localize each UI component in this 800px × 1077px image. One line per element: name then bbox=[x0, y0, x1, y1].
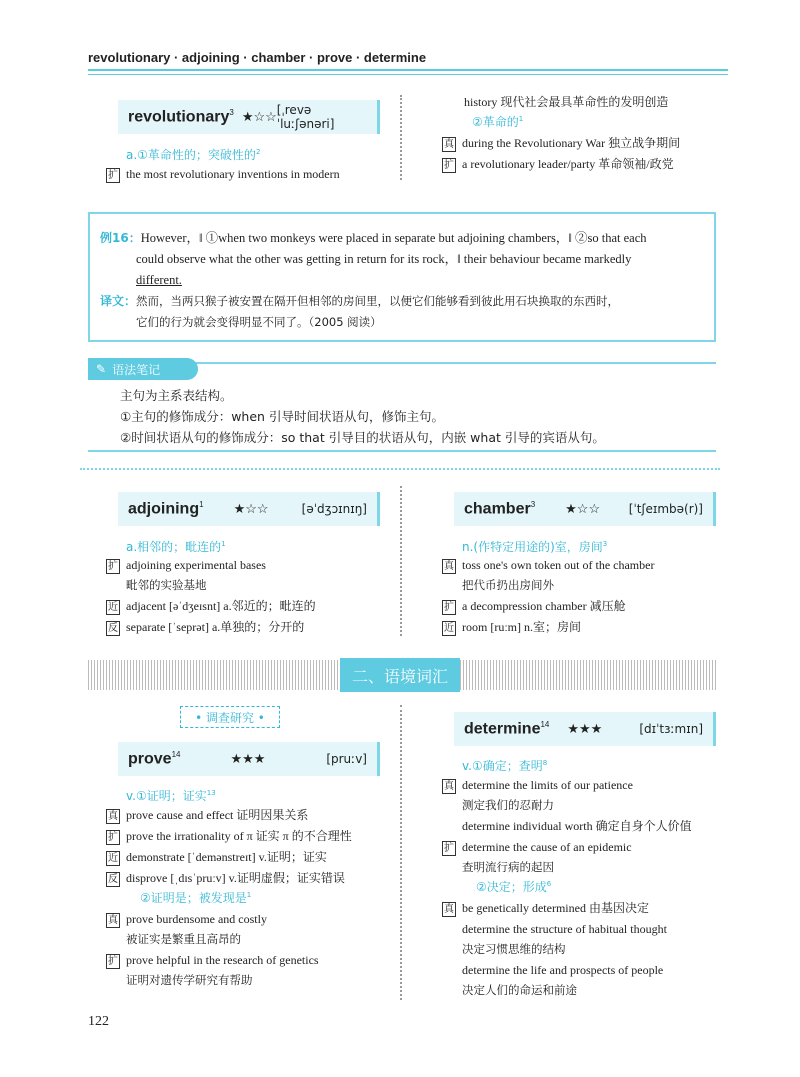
real-exam-line: 真 during the Revolutionary War 独立战争期间 bbox=[444, 136, 681, 150]
pen-icon: ✎ bbox=[96, 362, 107, 376]
grammar-line-3: ②时间状语从句的修饰成分：so that 引导目的状语从句，内嵌 what 引导的宾语从句。 bbox=[120, 430, 605, 445]
phonetic: [ˌrevəˈluːʃənəri] bbox=[276, 103, 335, 131]
real-exam-line: 真 determine the limits of our patience bbox=[444, 778, 633, 792]
real-exam-line: 真 be genetically determined 由基因决定 bbox=[444, 901, 649, 915]
column-divider bbox=[400, 705, 412, 1000]
frequency-stars: ★☆☆ bbox=[241, 109, 277, 124]
page-number: 122 bbox=[88, 1014, 109, 1029]
extension-line: 扩 adjoining experimental bases bbox=[108, 558, 266, 572]
grammar-line-2: ①主句的修饰成分：when 引导时间状语从句，修饰主句。 bbox=[120, 409, 444, 424]
example-line-3: different. bbox=[136, 273, 182, 287]
tag-extend: 扩 bbox=[108, 169, 118, 181]
real-exam-translation: 把代币扔出房间外 bbox=[462, 578, 554, 592]
real-exam-translation: 决定人们的命运和前途 bbox=[462, 983, 577, 997]
headword-box-determine: determine$^{14}$ ★★★ [dɪˈtɜːmɪn] bbox=[454, 712, 716, 746]
headword-box-prove: prove$^{14}$ ★★★ [pruːv] bbox=[118, 742, 380, 776]
synonym-line: 近 room [ruːm] n.室；房间 bbox=[444, 620, 581, 634]
real-exam-line: 真 prove burdensome and costly bbox=[108, 912, 267, 926]
antonym-line: 反 separate [ˈseprət] a.单独的；分开的 bbox=[108, 620, 305, 634]
real-exam-translation: 决定习惯思维的结构 bbox=[462, 942, 566, 956]
sense-1: n.(作特定用途的)室，房间$^3$ bbox=[462, 540, 608, 554]
real-exam-translation: 测定我们的忍耐力 bbox=[462, 798, 554, 812]
sense-2: ②决定；形成$^6$ bbox=[476, 880, 552, 894]
sense-1: v.①证明；证实$^{13}$ bbox=[126, 789, 216, 803]
section-separator bbox=[80, 468, 720, 470]
real-exam-line: 真 prove cause and effect 证明因果关系 bbox=[108, 808, 309, 822]
synonym-line: 近 demonstrate [ˈdemənstreɪt] v.证明；证实 bbox=[108, 850, 327, 864]
extension-translation: 毗邻的实验基地 bbox=[126, 578, 207, 592]
sense-1: v.①确定；查明$^8$ bbox=[462, 759, 548, 773]
section-title: 二、语境词汇 bbox=[340, 658, 460, 692]
example-line-2: could observe what the other was getting in return for its rock，‖ their behaviour became markedly bbox=[136, 252, 632, 266]
headword-box-adjoining: adjoining$^1$ ★☆☆ [əˈdʒɔɪnɪŋ] bbox=[118, 492, 380, 526]
header-rule bbox=[88, 69, 728, 75]
extension-line: 扩 determine the cause of an epidemic bbox=[444, 840, 632, 854]
antonym-line: 反 disprove [ˌdɪsˈpruːv] v.证明虚假；证实错误 bbox=[108, 871, 345, 885]
headword-box-chamber: chamber$^3$ ★☆☆ [ˈtʃeɪmbə(r)] bbox=[454, 492, 716, 526]
headword-box-revolutionary bbox=[118, 100, 380, 134]
continuation-line: history 现代社会最具革命性的发明创造 bbox=[464, 95, 669, 109]
extension-line: 扩 a revolutionary leader/party 革命领袖/政党 bbox=[444, 157, 674, 171]
column-divider bbox=[400, 486, 412, 636]
example-line-1: 例16：However，‖ ①when two monkeys were placed in separate but adjoining chambers，‖ ②so that each bbox=[100, 231, 647, 245]
survey-label: • 调查研究 • bbox=[180, 706, 280, 728]
sense-2: ②革命的$^1$ bbox=[472, 115, 524, 129]
extension-translation: 查明流行病的起因 bbox=[462, 860, 554, 874]
extension-line: 扩 the most revolutionary inventions in modern bbox=[108, 167, 340, 181]
real-exam-translation: 被证实是繁重且高昂的 bbox=[126, 932, 241, 946]
grammar-note-tab: ✎ 语法笔记 bbox=[88, 358, 198, 380]
running-header: revolutionary · adjoining · chamber · prove · determine bbox=[88, 50, 427, 65]
real-exam-line-2: determine individual worth 确定自身个人价值 bbox=[462, 819, 692, 833]
extension-line: 扩 prove the irrationality of π 证实 π 的不合理性 bbox=[108, 829, 352, 843]
real-exam-line: 真 toss one's own token out of the chamber bbox=[444, 558, 655, 572]
sense-2: ②证明是；被发现是$^1$ bbox=[140, 891, 252, 905]
headword: revolutionary$^3$ bbox=[128, 107, 234, 126]
extension-translation: 证明对遗传学研究有帮助 bbox=[126, 973, 253, 987]
column-divider bbox=[400, 95, 412, 180]
real-exam-line-2: determine the structure of habitual thought bbox=[462, 922, 667, 936]
extension-line: 扩 a decompression chamber 减压舱 bbox=[444, 599, 626, 613]
translation-line-1: 译文：然而，当两只猴子被安置在隔开但相邻的房间里，以便它们能够看到彼此用石块换取的东西时， bbox=[100, 294, 620, 308]
extension-line: 扩 prove helpful in the research of genetics bbox=[108, 953, 319, 967]
grammar-line-1: 主句为主系表结构。 bbox=[120, 388, 233, 403]
sense-1: a.相邻的；毗连的$^1$ bbox=[126, 540, 226, 554]
sense-1: a.①革命性的；突破性的$^2$ bbox=[126, 148, 261, 162]
translation-line-2: 它们的行为就会变得明显不同了。（2005 阅读） bbox=[136, 315, 382, 329]
synonym-line: 近 adjacent [əˈdʒeɪsnt] a.邻近的；毗连的 bbox=[108, 599, 316, 613]
real-exam-line-3: determine the life and prospects of people bbox=[462, 963, 664, 977]
